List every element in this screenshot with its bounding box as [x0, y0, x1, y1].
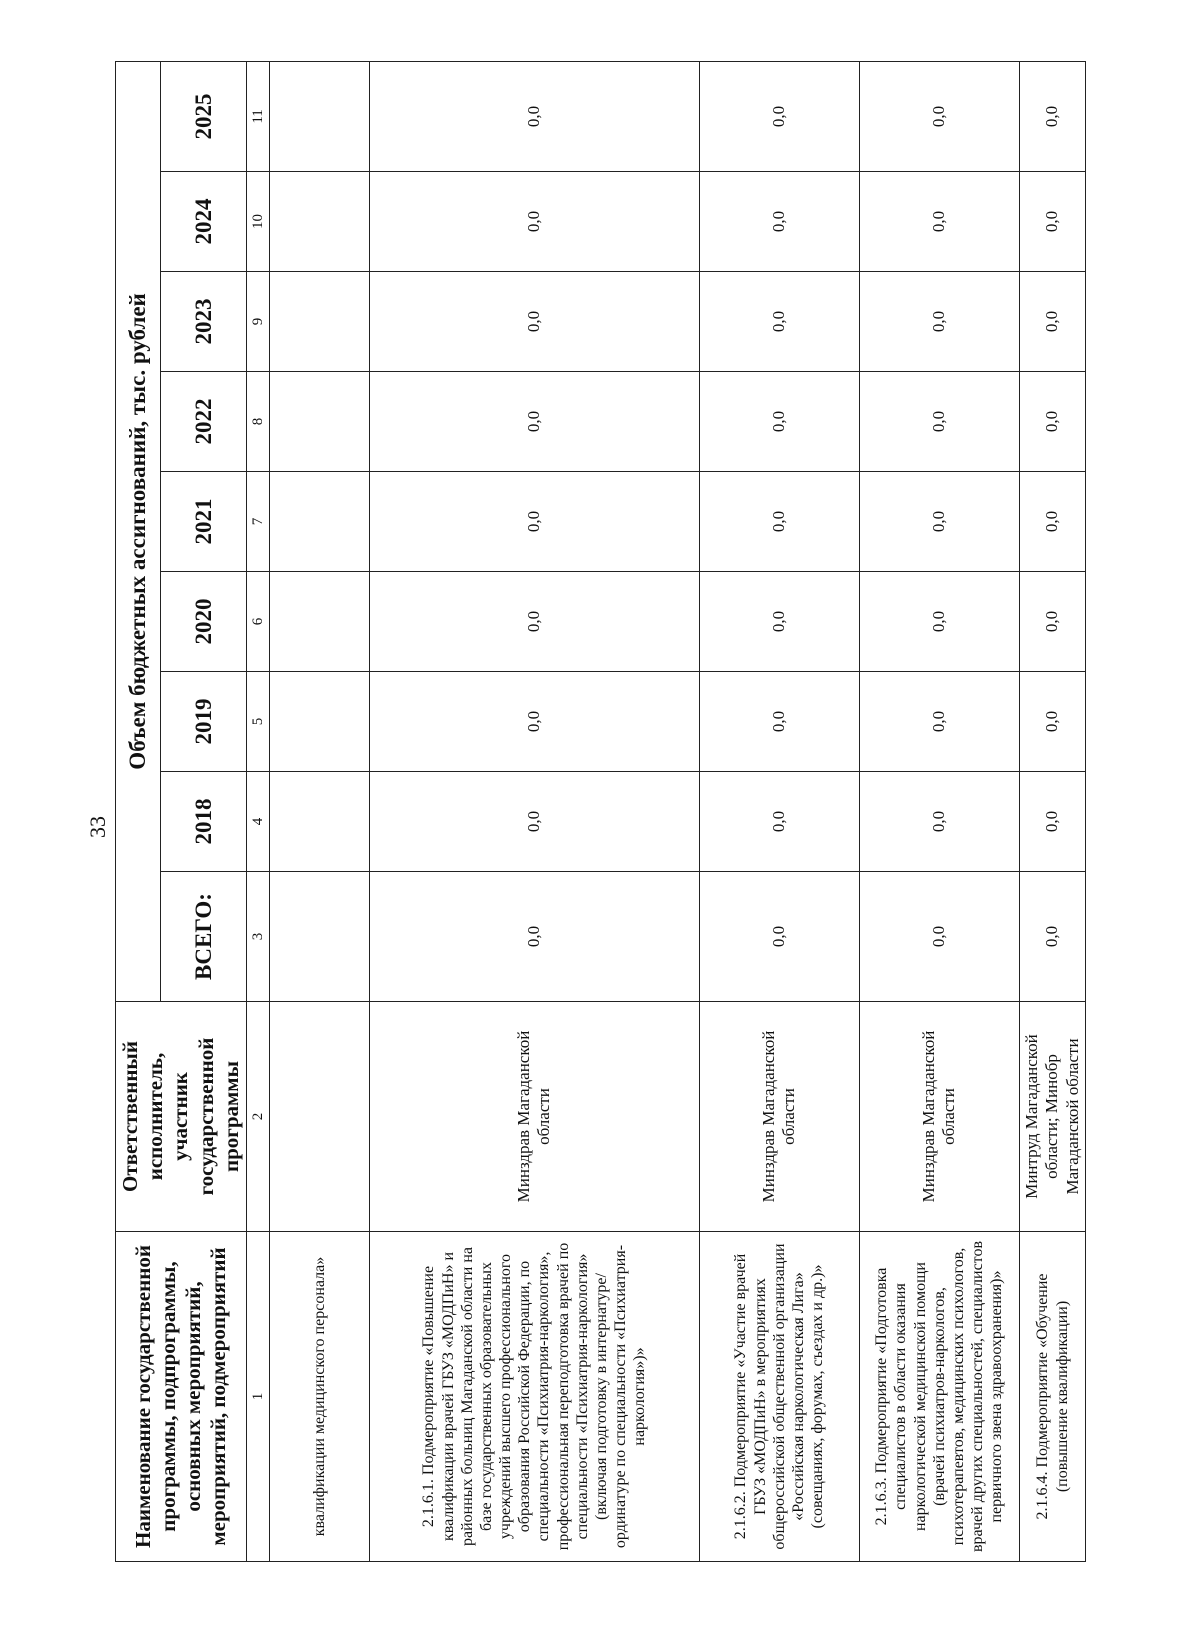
- header-year: 2022: [161, 372, 247, 472]
- year-value-cell: 0,0: [859, 672, 1019, 772]
- year-value-cell: 0,0: [369, 572, 699, 672]
- column-number: 6: [246, 572, 269, 672]
- year-value-cell: 0,0: [369, 472, 699, 572]
- column-number: 5: [246, 672, 269, 772]
- column-number: 1: [246, 1232, 269, 1562]
- year-value-cell: 0,0: [859, 472, 1019, 572]
- year-value-cell: 0,0: [699, 772, 859, 872]
- table-row: [699, 61, 859, 1561]
- year-value-cell: 0,0: [369, 772, 699, 872]
- year-value-cell: [269, 61, 369, 171]
- column-number: 4: [246, 772, 269, 872]
- total-value-cell: [269, 872, 369, 1002]
- year-value-cell: 0,0: [1019, 772, 1085, 872]
- year-value-cell: 0,0: [859, 61, 1019, 171]
- year-value-cell: 0,0: [1019, 172, 1085, 272]
- page-number: 33: [85, 816, 110, 838]
- budget-table-sheet: [115, 62, 1082, 1562]
- column-number: 11: [246, 61, 269, 171]
- header-year: 2023: [161, 272, 247, 372]
- responsible-cell: Минздрав Магаданской области: [859, 1002, 1019, 1232]
- year-value-cell: 0,0: [1019, 272, 1085, 372]
- header-name-column: Наименование государственной программы, подпрограммы, основных мероприятий, мероприятий, подмероприятий: [116, 1232, 247, 1562]
- year-value-cell: 0,0: [699, 272, 859, 372]
- year-value-cell: 0,0: [1019, 572, 1085, 672]
- year-value-cell: 0,0: [369, 272, 699, 372]
- header-year: 2019: [161, 672, 247, 772]
- year-value-cell: 0,0: [699, 472, 859, 572]
- responsible-cell: Минздрав Магаданской области: [699, 1002, 859, 1232]
- activity-name-cell: 2.1.6.3. Подмероприятие «Подготовка специалистов в области оказания наркологической медицинской помощи (врачей психиатров-наркологов, психотерапевтов, медицинских психологов, врачей других специальностей, специалистов первичного звена здравоохранения)»: [859, 1232, 1019, 1562]
- year-value-cell: 0,0: [369, 372, 699, 472]
- year-value-cell: 0,0: [1019, 372, 1085, 472]
- year-value-cell: 0,0: [1019, 61, 1085, 171]
- year-value-cell: [269, 572, 369, 672]
- year-value-cell: 0,0: [699, 61, 859, 171]
- year-value-cell: 0,0: [699, 372, 859, 472]
- year-value-cell: [269, 472, 369, 572]
- activity-name-cell: квалификации медицинского персонала»: [269, 1232, 369, 1562]
- year-value-cell: 0,0: [1019, 672, 1085, 772]
- total-value-cell: 0,0: [369, 872, 699, 1002]
- column-number: 7: [246, 472, 269, 572]
- header-year: 2020: [161, 572, 247, 672]
- column-number: 9: [246, 272, 269, 372]
- header-total: ВСЕГО:: [161, 872, 247, 1002]
- header-year: 2025: [161, 61, 247, 171]
- table-body: [269, 61, 1085, 1561]
- year-value-cell: 0,0: [859, 772, 1019, 872]
- year-value-cell: [269, 172, 369, 272]
- column-number: 2: [246, 1002, 269, 1232]
- year-value-cell: 0,0: [699, 572, 859, 672]
- year-value-cell: 0,0: [859, 272, 1019, 372]
- year-value-cell: 0,0: [859, 572, 1019, 672]
- activity-name-cell: 2.1.6.1. Подмероприятие «Повышение квалификации врачей ГБУЗ «МОДПиН» и районных больниц Магаданской области на базе государственных образовательных учреждений высшего профессионального образования Российской Федерации, по специальности «Психиатрия-наркология», профессиональная переподготовка врачей по специальности «Психиатрия-наркология» (включая подготовку в интернатуре/ ординатуре по специальности «Психиатрия-наркология»)»: [369, 1232, 699, 1562]
- year-value-cell: [269, 272, 369, 372]
- total-value-cell: 0,0: [859, 872, 1019, 1002]
- year-value-cell: 0,0: [699, 672, 859, 772]
- header-amount-title: Объем бюджетных ассигнований, тыс. рублей: [116, 61, 161, 1001]
- responsible-cell: Минтруд Магаданской области; Минобр Магаданской области: [1019, 1002, 1085, 1232]
- table-row: [859, 61, 1019, 1561]
- responsible-cell: Минздрав Магаданской области: [369, 1002, 699, 1232]
- year-value-cell: [269, 772, 369, 872]
- column-number: 10: [246, 172, 269, 272]
- header-year: 2024: [161, 172, 247, 272]
- column-number: 8: [246, 372, 269, 472]
- year-value-cell: 0,0: [859, 172, 1019, 272]
- year-value-cell: 0,0: [369, 61, 699, 171]
- table-row: [1019, 61, 1085, 1561]
- year-value-cell: 0,0: [859, 372, 1019, 472]
- year-value-cell: 0,0: [1019, 472, 1085, 572]
- budget-table: [115, 61, 1086, 1562]
- year-value-cell: 0,0: [369, 172, 699, 272]
- table-row: [369, 61, 699, 1561]
- header-responsible-column: Ответственный исполнитель, участник государственной программы: [116, 1002, 247, 1232]
- total-value-cell: 0,0: [699, 872, 859, 1002]
- total-value-cell: 0,0: [1019, 872, 1085, 1002]
- year-value-cell: 0,0: [369, 672, 699, 772]
- header-year: 2018: [161, 772, 247, 872]
- year-value-cell: [269, 372, 369, 472]
- responsible-cell: [269, 1002, 369, 1232]
- table-row: [269, 61, 369, 1561]
- column-number: 3: [246, 872, 269, 1002]
- activity-name-cell: 2.1.6.4. Подмероприятие «Обучение (повышение квалификации): [1019, 1232, 1085, 1562]
- activity-name-cell: 2.1.6.2. Подмероприятие «Участие врачей ГБУЗ «МОДПиН» в мероприятиях общероссийской общественной организации «Российская наркологическая Лига» (совещаниях, форумах, съездах и др.)»: [699, 1232, 859, 1562]
- header-year: 2021: [161, 472, 247, 572]
- year-value-cell: 0,0: [699, 172, 859, 272]
- year-value-cell: [269, 672, 369, 772]
